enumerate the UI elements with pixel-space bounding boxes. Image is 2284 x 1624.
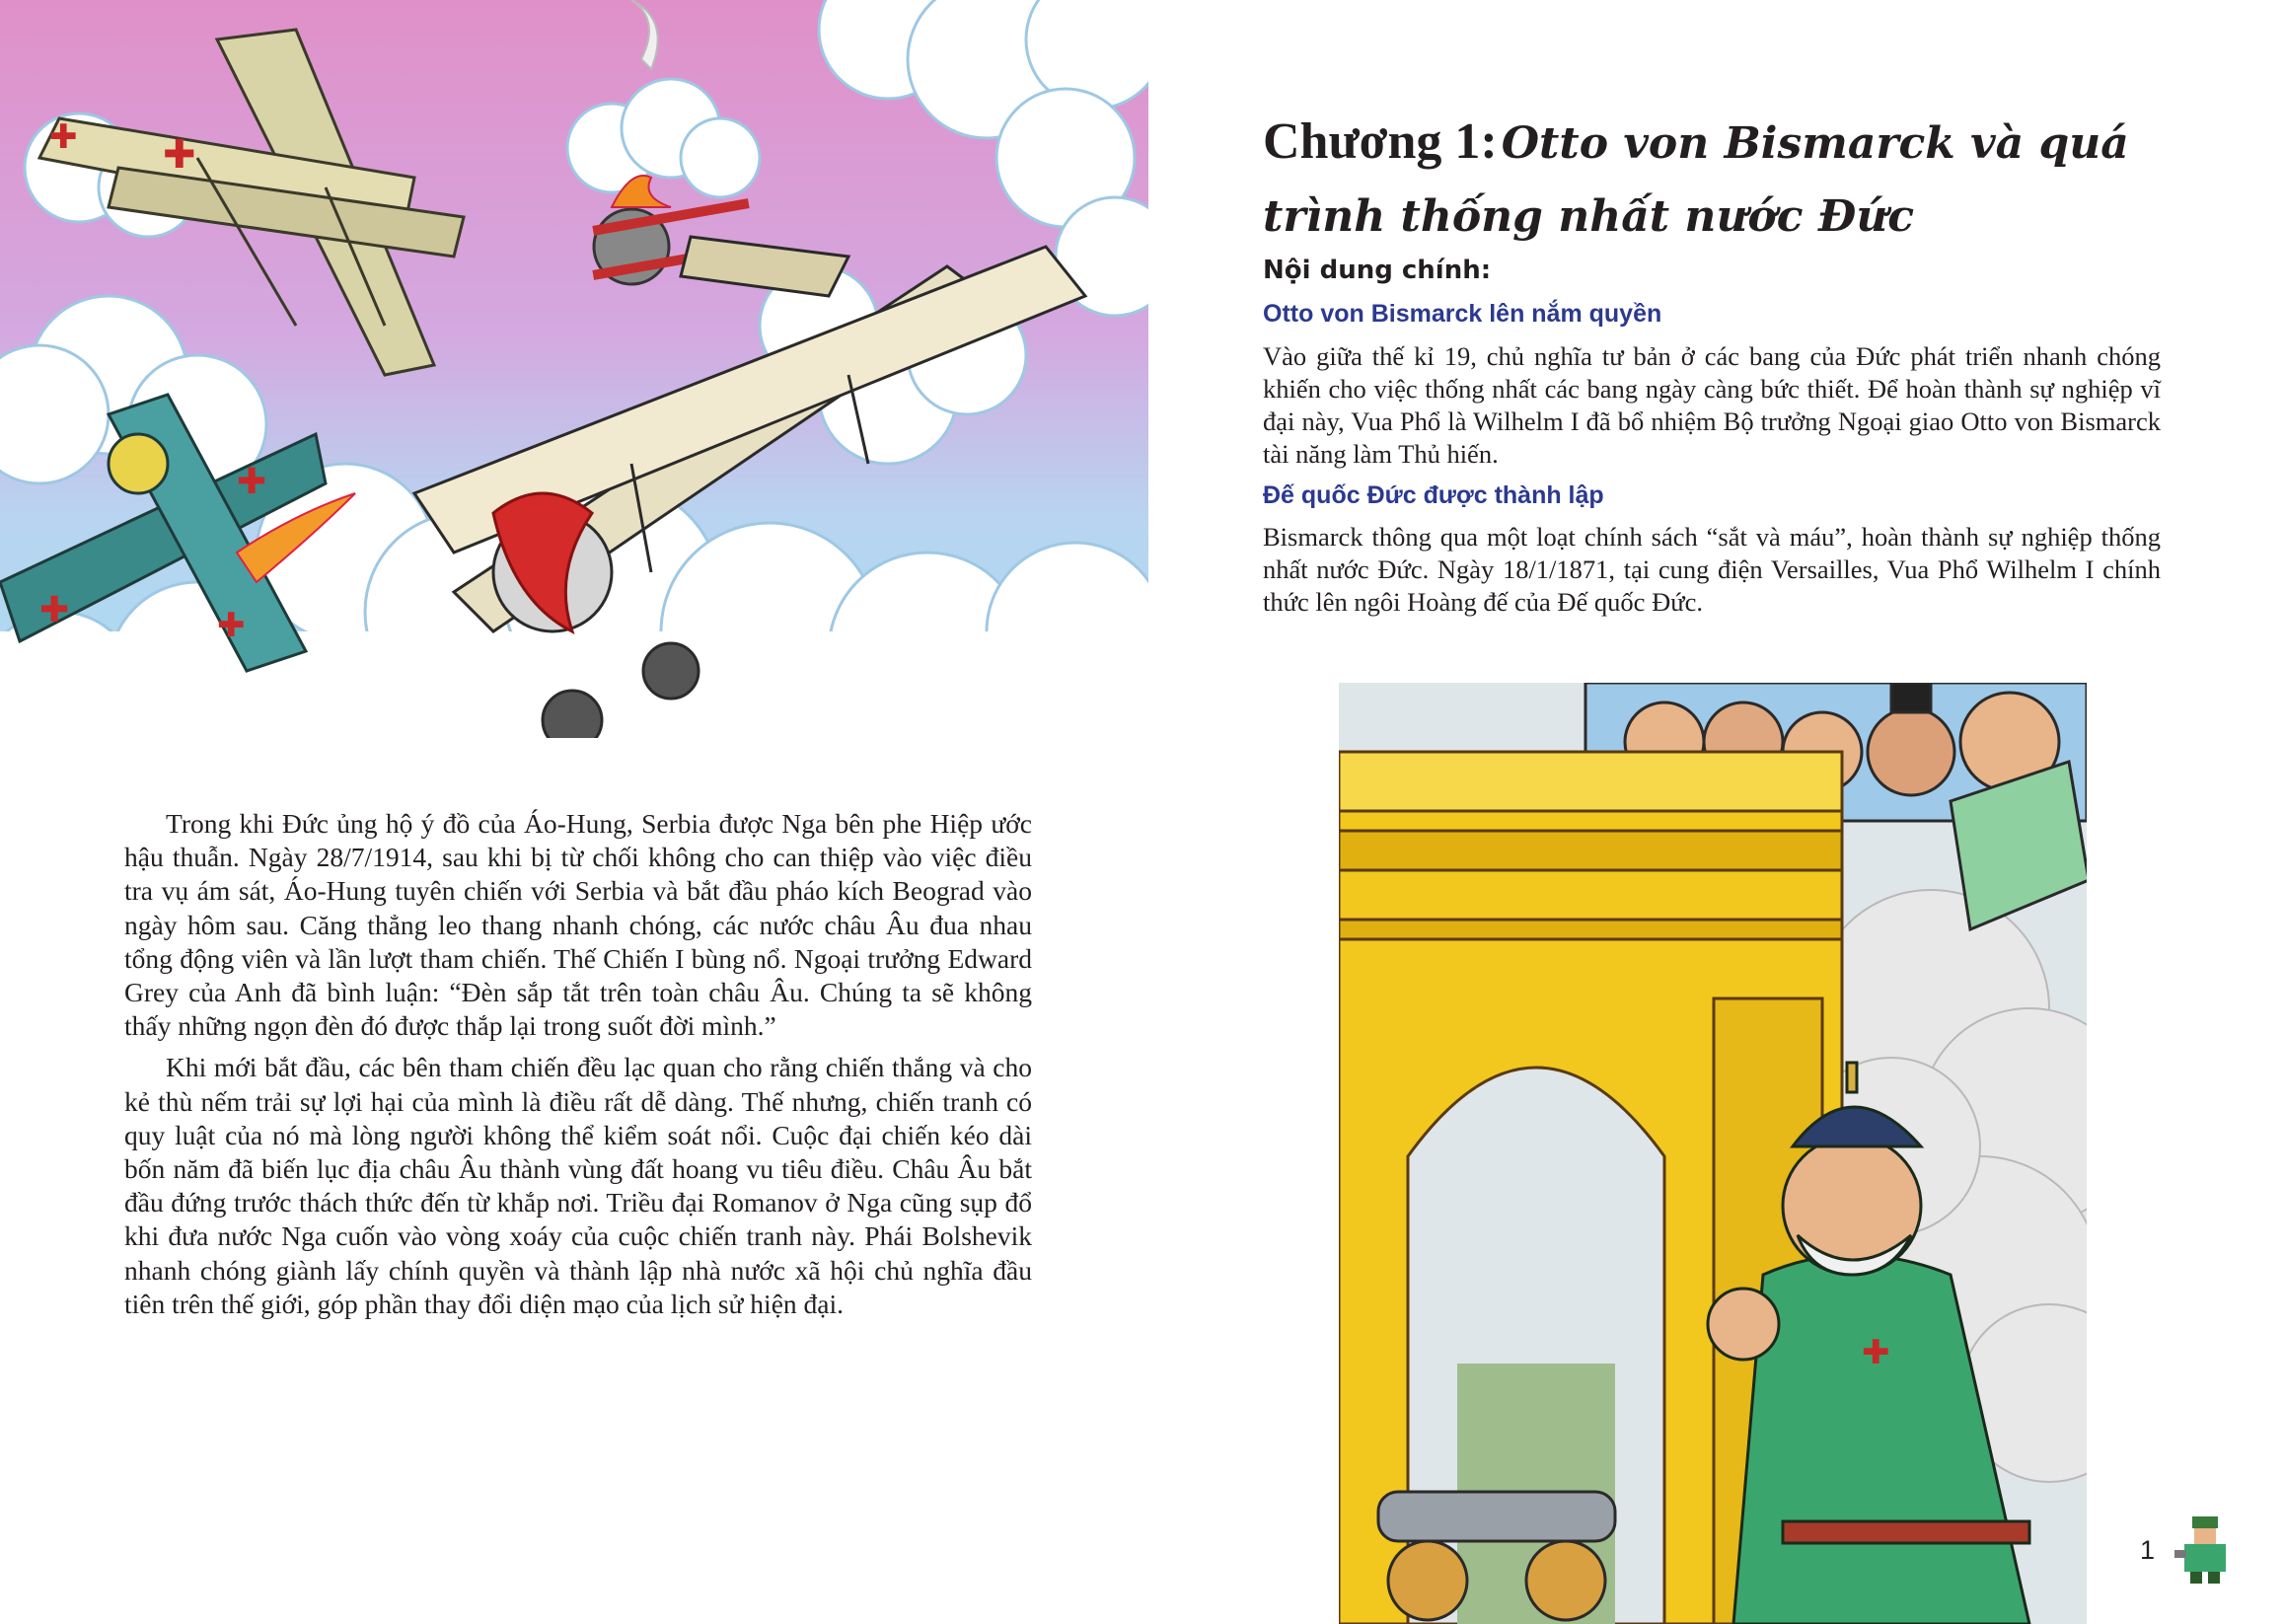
section-body-empire-founded: Bismarck thông qua một loạt chính sách “sắt và máu”, hoàn thành sự nghiệp thống nhất nước Đức. Ngày 18/1/1871, tại cung điện Versailles, Vua Phổ Wilhelm I chính thức lên ngôi Hoàng đế của Đế quốc Đức. [1263,522,2161,617]
svg-text:✚: ✚ [217,608,246,644]
svg-text:✚: ✚ [237,462,267,501]
svg-text:✚: ✚ [39,590,70,629]
section-body-bismarck-rise: Vào giữa thế kỉ 19, chủ nghĩa tư bản ở các bang của Đức phát triển nhanh chóng khiến cho việc thống nhất các bang ngày càng bức thiết. Để hoàn thành sự nghiệp vĩ đại này, Vua Phổ là Wilhelm I đã bổ nhiệm Bộ trưởng Ngoại giao Otto von Bismarck tài năng làm Thủ hiến. [1263,341,2161,469]
left-page-body [124,807,1032,1329]
bismarck-illustration [1339,683,2087,1624]
page-number: 1 [2140,1535,2156,1565]
svg-text:✚: ✚ [1862,1335,1890,1371]
left-paragraph-2: Khi mới bắt đầu, các bên tham chiến đều lạc quan cho rằng chiến thắng và cho kẻ thù nếm trải sự lợi hại của mình là điều rất dễ dàng. Thế nhưng, chiến tranh có quy luật của nó mà lòng người không thể kiểm soát nổi. Cuộc đại chiến kéo dài bốn năm đã biến lục địa châu Âu thành vùng đất hoang vu tiêu điều. Châu Âu bắt đầu đứng trước thách thức đến từ khắp nơi. Triều đại Romanov ở Nga cũng sụp đổ khi đưa nước Nga cuốn vào vòng xoáy của cuộc chiến tranh này. Phái Bolshevik nhanh chóng giành lấy chính quyền và thành lập nhà nước xã hội chủ nghĩa đầu tiên trên thế giới, góp phần thay đổi diện mạo của lịch sử hiện đại. [124,1052,1032,1319]
chapter-heading [1263,111,2190,258]
soldier-icon [2171,1514,2240,1586]
section-heading-empire-founded: Đế quốc Đức được thành lập [1263,481,1604,509]
chapter-title: Otto von Bismarck và quá trình thống nhất nước Đức [1263,118,2129,242]
main-content-label: Nội dung chính: [1263,256,1492,285]
left-paragraph-1: Trong khi Đức ủng hộ ý đồ của Áo-Hung, Serbia được Nga bên phe Hiệp ước hậu thuẫn. Ngày 28/7/1914, sau khi bị từ chối không cho can thiệp vào việc điều tra vụ ám sát, Áo-Hung tuyên chiến với Serbia và bắt đầu pháo kích Beograd vào ngày hôm sau. Căng thẳng leo thang nhanh chóng, các nước châu Âu đua nhau tổng động viên và lần lượt tham chiến. Thế Chiến I bùng nổ. Ngoại trưởng Edward Grey của Anh đã bình luận: “Đèn sắp tắt trên toàn châu Âu. Chúng ta sẽ không thấy những ngọn đèn đó được thắp lại trong suốt đời mình.” [124,808,1032,1042]
svg-text:✚: ✚ [49,119,78,156]
air-battle-illustration [0,0,1148,738]
chapter-number: Chương 1: [1263,113,1498,170]
section-heading-bismarck-rise: Otto von Bismarck lên nắm quyền [1263,300,1662,328]
svg-text:✚: ✚ [163,132,196,177]
